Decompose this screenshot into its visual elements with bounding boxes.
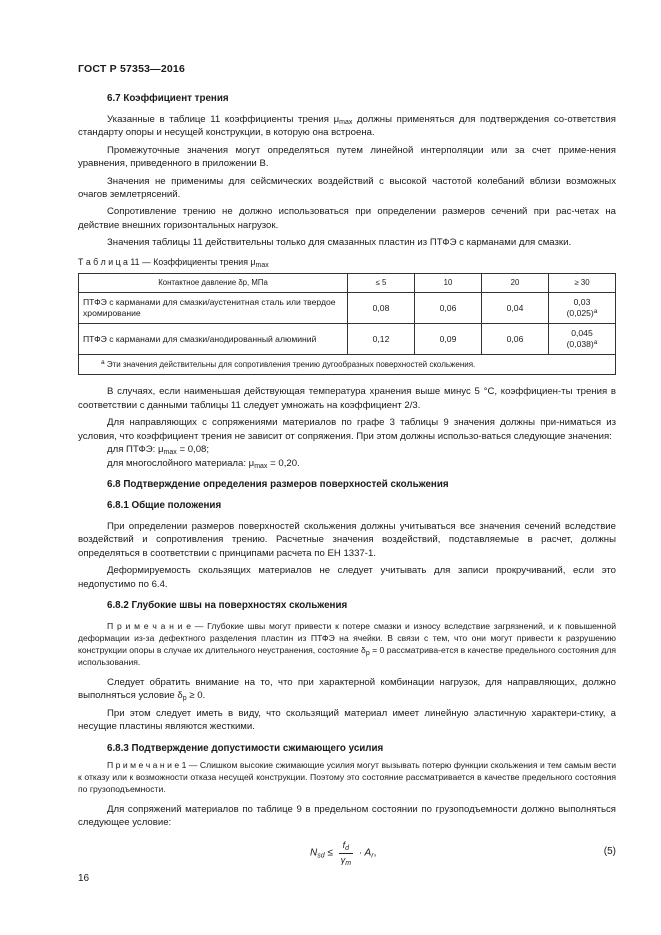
formula-5 xyxy=(78,835,616,875)
table-cell: 0,04 xyxy=(482,293,549,324)
table-caption: Т а б л и ц а 11 — Коэффициенты трения $\mu_{max}$ xyxy=(78,256,269,269)
paragraph: Для сопряжений материалов по таблице 9 в предельном состоянии по грузоподъемности должно выполняться следующее условие: xyxy=(78,803,616,828)
table-cell: ПТФЭ с карманами для смазки/анодированный алюминий xyxy=(79,324,348,355)
section-6-8-2-title: 6.8.2 Глубокие швы на поверхностях скольжения xyxy=(107,599,348,611)
section-6-8-3-title: 6.8.3 Подтверждение допустимости сжимающего усилия xyxy=(107,742,384,754)
document-header: ГОСТ Р 57353—2016 xyxy=(78,63,186,75)
table-header-cell: 10 xyxy=(415,274,482,293)
page-number: 16 xyxy=(78,873,90,884)
section-6-7-title: 6.7 Коэффициент трения xyxy=(107,93,229,104)
note: П р и м е ч а н и е — Глубокие швы могут привести к потере смазки и износу вследствие загрязнений, и к повышенной деформации из-за дефектного разделения пластин из ПТФЭ на ячейки. В связи с тем, что они могут привести к разрушению конструкции опоры в случае их длительного неустранения, состояние $\delta_р = 0$ рассматрива-ется в качестве предельного состояния для использования. xyxy=(78,620,617,667)
paragraph: Значения таблицы 11 действительны только для смазанных пластин из ПТФЭ с карманами для смазки. xyxy=(107,237,572,249)
list-item: для ПТФЭ: $\mu_{max} = 0,08$; xyxy=(107,444,210,457)
page-body xyxy=(78,92,616,875)
formula-fraction: $\frac{f_d}{\gamma_m}$ xyxy=(340,840,352,867)
paragraph: Сопротивление трению не должно использоваться при определении размеров сечений при рас-четах на действие внешних горизонтальных нагрузок. xyxy=(78,206,616,231)
paragraph: В случаях, если наименьшая действующая температура хранения выше минус 5 °С, коэффициен-ты трения в соответствии с данными таблицы 11 следует умножать на коэффициент 2/3. xyxy=(78,386,616,411)
table-cell: 0,09 xyxy=(415,324,482,355)
table-header-cell: Контактное давление δр, МПа xyxy=(79,274,348,293)
table-cell: 0,03 $(0,025)^a$ xyxy=(549,293,616,324)
paragraph: Значения не применимы для сейсмических воздействий с высокой частотой колебаний вблизи возможных очагов землетрясений. xyxy=(78,175,616,201)
paragraph: Промежуточные значения могут определяться путем линейной интерполяции или за счет приме-нения уравнения, приведенного в приложении В. xyxy=(78,144,616,170)
table-header-cell: ≤ 5 xyxy=(348,274,415,293)
table-cell: 0,06 xyxy=(415,293,482,324)
friction-table xyxy=(78,273,616,375)
table-footnote: $^a$ Эти значения действительны для сопротивления трению дугообразных поверхностей скольжения. xyxy=(79,355,616,375)
table-cell: 0,08 xyxy=(348,293,415,324)
table-row xyxy=(79,324,616,355)
paragraph: Указанные в таблице 11 коэффициенты трения $\mu_{max}$ должны применяться для подтверждения со-ответствия стандарту опоры и несущей конструкции, в которую она встроена. xyxy=(78,114,616,139)
paragraph: При определении размеров поверхностей скольжения должны учитываться все значения сечений вследствие воздействий и сопротивления трению. Расчетные значения воздействий, подставляемые в расчет, должны определяться в соответствии с принципами расчета по ЕН 1337-1. xyxy=(78,520,616,559)
table-row xyxy=(79,293,616,324)
formula-expression: $N_{sd}$ ≤ $\frac{f_d}{\gamma_m}$ · $A_r$, xyxy=(310,840,377,867)
paragraph: При этом следует иметь в виду, что скользящий материал имеет линейную эластичную характери-стику, а несущие пластины являются жесткими. xyxy=(78,707,616,733)
section-6-8-title: 6.8 Подтверждение определения размеров поверхностей скольжения xyxy=(107,478,449,490)
table-header-row xyxy=(79,274,616,293)
table-cell: ПТФЭ с карманами для смазки/аустенитная сталь или твердое хромирование xyxy=(79,293,348,324)
table-cell: 0,045 $(0,038)^a$ xyxy=(549,324,616,355)
paragraph: Следует обратить внимание на то, что при характерной комбинации нагрузок, для направляющих, должно выполняться условие $\delta_р \ge 0$. xyxy=(78,676,616,703)
table-cell: 0,12 xyxy=(348,324,415,355)
section-6-8-1-title: 6.8.1 Общие положения xyxy=(107,499,222,511)
list-item: для многослойного материала: $\mu_{max} = 0,20$. xyxy=(107,457,300,470)
table-cell: 0,06 xyxy=(482,324,549,355)
formula-number: (5) xyxy=(603,846,616,858)
paragraph: Деформируемость скользящих материалов не следует учитывать для записи прокручиваний, если это недопустимо по 6.4. xyxy=(78,565,616,590)
table-header-cell: 20 xyxy=(482,274,549,293)
table-header-cell: ≥ 30 xyxy=(549,274,616,293)
note: П р и м е ч а н и е 1 — Слишком высокие сжимающие усилия могут вызывать потерю функции скольжения и тем самым вести к отказу или к возможности отказа несущей конструкции. Поэтому это состояние рассматривается в качестве предельного состояния по грузоподъемности. xyxy=(78,759,617,794)
table-footnote-row xyxy=(79,355,616,375)
paragraph: Для направляющих с сопряжениями материалов по графе 3 таблицы 9 значения должны при-ниматься из условия, что коэффициент трения не зависит от сопряжения. При этом должны использо-ваться следующие значения: xyxy=(78,417,616,442)
